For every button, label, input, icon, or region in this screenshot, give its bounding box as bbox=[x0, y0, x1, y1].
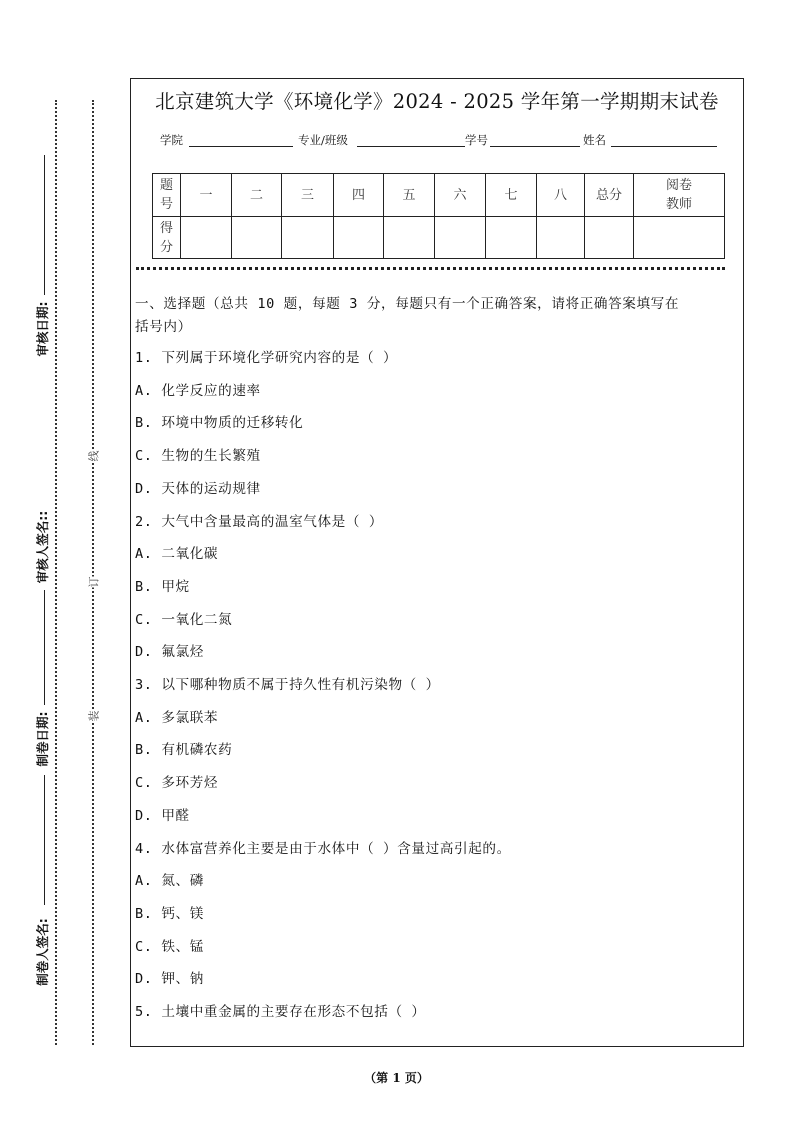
major-class-field[interactable] bbox=[357, 146, 465, 147]
question-2: 2. 大气中含量最高的温室气体是（ ） bbox=[135, 513, 384, 530]
question-4-option-d: D. 钾、钠 bbox=[135, 971, 204, 988]
section-heading-cont: 括号内） bbox=[135, 319, 192, 335]
exam-title: 北京建筑大学《环境化学》2024 - 2025 学年第一学期期末试卷 bbox=[155, 90, 719, 113]
question-3-option-c: C. 多环芳烃 bbox=[135, 775, 219, 792]
col-2: 二 bbox=[232, 174, 282, 217]
question-3-option-b: B. 有机磷农药 bbox=[135, 742, 233, 759]
score-cell[interactable] bbox=[384, 217, 435, 259]
col-grader: 阅卷 教师 bbox=[634, 174, 725, 217]
question-5: 5. 土壤中重金属的主要存在形态不包括（ ） bbox=[135, 1004, 426, 1020]
score-cell[interactable] bbox=[634, 217, 725, 259]
score-table-header-row bbox=[153, 174, 725, 217]
question-2-option-d: D. 氟氯烃 bbox=[135, 644, 204, 661]
reviewer-signature-label: 审核人签名:: bbox=[35, 510, 50, 584]
maker-signature-label: 制卷人签名: bbox=[35, 918, 50, 986]
question-3: 3. 以下哪种物质不属于持久性有机污染物（ ） bbox=[135, 677, 440, 693]
score-cell[interactable] bbox=[334, 217, 384, 259]
question-4-option-c: C. 铁、锰 bbox=[135, 938, 204, 955]
score-cell[interactable] bbox=[282, 217, 334, 259]
score-cell[interactable] bbox=[181, 217, 232, 259]
major-class-label: 专业/班级 bbox=[298, 133, 348, 147]
binding-char-xian: 线 bbox=[87, 450, 101, 462]
col-1: 一 bbox=[181, 174, 232, 217]
question-2-option-a: A. 二氧化碳 bbox=[135, 546, 219, 563]
binding-char-ding: 订 bbox=[87, 576, 101, 588]
review-date-label: 审核日期: bbox=[35, 301, 50, 357]
col-6: 六 bbox=[435, 174, 486, 217]
question-2-option-c: C. 一氧化二氮 bbox=[135, 611, 233, 628]
col-8: 八 bbox=[537, 174, 585, 217]
name-label: 姓名 bbox=[583, 133, 606, 147]
score-cell[interactable] bbox=[537, 217, 585, 259]
question-number-header: 题 号 bbox=[153, 174, 181, 217]
binding-dotted-line-inner bbox=[92, 100, 94, 1045]
score-cell[interactable] bbox=[232, 217, 282, 259]
score-table-score-row bbox=[153, 217, 725, 259]
question-1-option-b: B. 环境中物质的迁移转化 bbox=[135, 415, 304, 432]
page-number: （第 1 页） bbox=[364, 1071, 429, 1085]
question-1: 1. 下列属于环境化学研究内容的是（ ） bbox=[135, 350, 398, 366]
score-cell[interactable] bbox=[435, 217, 486, 259]
separator-dotted-line bbox=[136, 267, 725, 270]
student-id-field[interactable] bbox=[490, 146, 580, 147]
make-date-label: 制卷日期: bbox=[35, 711, 50, 767]
question-1-option-a: A. 化学反应的速率 bbox=[135, 382, 261, 399]
question-2-option-b: B. 甲烷 bbox=[135, 578, 190, 595]
col-total: 总分 bbox=[585, 174, 634, 217]
section-heading: 一、选择题（总共 10 题，每题 3 分，每题只有一个正确答案，请将正确答案填写在 bbox=[135, 296, 680, 312]
reviewer-signature-line bbox=[44, 590, 45, 705]
col-3: 三 bbox=[282, 174, 334, 217]
make-date-line bbox=[44, 775, 45, 905]
question-4-option-b: B. 钙、镁 bbox=[135, 905, 204, 922]
binding-dotted-line-outer bbox=[55, 100, 57, 1045]
col-5: 五 bbox=[384, 174, 435, 217]
binding-char-zhuang: 装 bbox=[87, 710, 101, 722]
college-field[interactable] bbox=[189, 146, 293, 147]
student-id-label: 学号 bbox=[465, 133, 488, 147]
question-4-option-a: A. 氮、磷 bbox=[135, 873, 204, 890]
score-cell[interactable] bbox=[486, 217, 537, 259]
col-7: 七 bbox=[486, 174, 537, 217]
question-4: 4. 水体富营养化主要是由于水体中（ ）含量过高引起的。 bbox=[135, 840, 511, 857]
question-3-option-d: D. 甲醛 bbox=[135, 807, 190, 824]
question-1-option-c: C. 生物的生长繁殖 bbox=[135, 448, 261, 465]
review-date-line bbox=[44, 155, 45, 295]
score-header: 得 分 bbox=[153, 217, 181, 259]
score-table bbox=[152, 173, 725, 259]
question-1-option-d: D. 天体的运动规律 bbox=[135, 480, 261, 497]
question-3-option-a: A. 多氯联苯 bbox=[135, 709, 219, 726]
score-cell[interactable] bbox=[585, 217, 634, 259]
college-label: 学院 bbox=[160, 133, 183, 147]
name-field[interactable] bbox=[611, 146, 717, 147]
col-4: 四 bbox=[334, 174, 384, 217]
